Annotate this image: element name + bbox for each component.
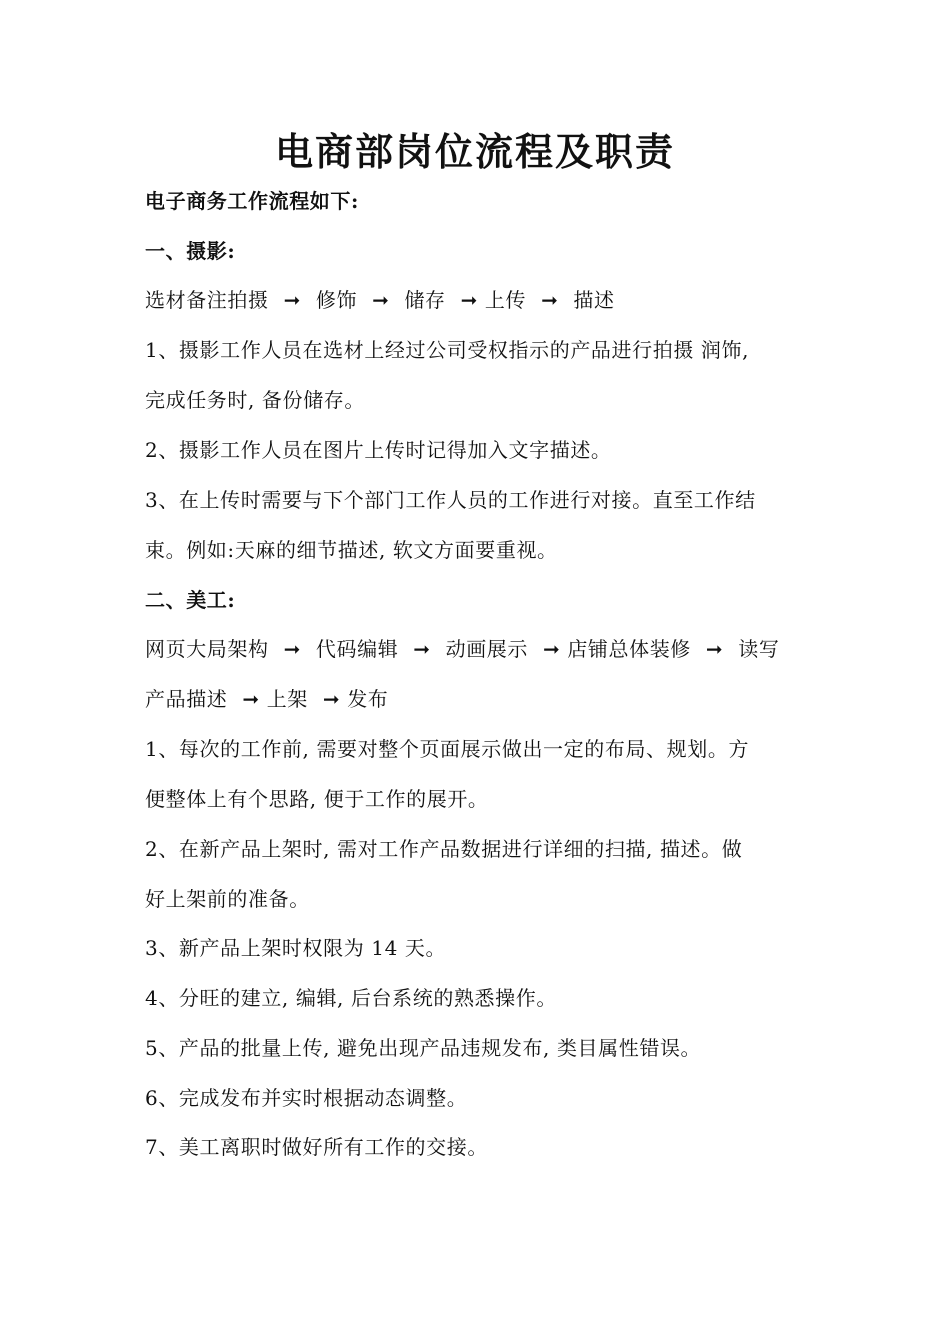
body-line: 1、摄影工作人员在选材上经过公司受权指示的产品进行拍摄 润饰, [145, 338, 750, 362]
flow-step: 储存 [404, 288, 446, 312]
photography-flow [145, 286, 815, 314]
flow-step: 动画展示 [445, 637, 529, 661]
arrow-right-icon: ➞ [372, 288, 390, 312]
flow-step: 上传 [484, 288, 527, 312]
document-title: 电商部岗位流程及职责 [274, 129, 675, 174]
body-line: 完成任务时, 备份储存。 [145, 388, 365, 412]
body-line: 4、分旺的建立, 编辑, 后台系统的熟悉操作。 [145, 986, 557, 1010]
art-design-flow-line-2 [145, 685, 815, 713]
arrow-right-icon: ➞ [541, 288, 559, 312]
arrow-right-icon: ➞ [705, 637, 724, 661]
arrow-right-icon: ➞ [460, 288, 478, 312]
flow-step: 描述 [573, 288, 615, 312]
flow-step: 产品描述 [145, 687, 228, 711]
arrow-right-icon: ➞ [283, 288, 301, 312]
intro-line: 电子商务工作流程如下: [145, 189, 359, 213]
section-heading-art-design: 二、美工: [145, 588, 236, 612]
body-line: 2、在新产品上架时, 需对工作产品数据进行详细的扫描, 描述。做 [145, 837, 743, 861]
arrow-right-icon: ➞ [413, 637, 431, 661]
flow-step: 发布 [347, 687, 389, 711]
section-heading-photography: 一、摄影: [145, 239, 236, 263]
body-line: 1、每次的工作前, 需要对整个页面展示做出一定的布局、规划。方 [145, 737, 750, 761]
body-line: 5、产品的批量上传, 避免出现产品违规发布, 类目属性错误。 [145, 1036, 702, 1060]
flow-step: 上架 [266, 687, 308, 711]
body-line: 束。例如:天麻的细节描述, 软文方面要重视。 [145, 538, 558, 562]
arrow-right-icon: ➞ [542, 637, 561, 661]
flow-step: 店铺总体装修 [567, 637, 691, 661]
flow-step: 网页大局架构 [145, 637, 269, 661]
body-line: 2、摄影工作人员在图片上传时记得加入文字描述。 [145, 438, 612, 462]
arrow-right-icon: ➞ [322, 687, 341, 711]
arrow-right-icon: ➞ [242, 687, 260, 711]
flow-step: 代码编辑 [315, 637, 399, 661]
body-line: 好上架前的准备。 [145, 887, 310, 911]
body-line: 7、美工离职时做好所有工作的交接。 [145, 1135, 488, 1159]
flow-step: 读写 [738, 637, 780, 661]
arrow-right-icon: ➞ [283, 637, 301, 661]
body-line: 6、完成发布并实时根据动态调整。 [145, 1086, 468, 1110]
flow-step: 选材备注拍摄 [145, 288, 269, 312]
body-line: 便整体上有个思路, 便于工作的展开。 [145, 787, 489, 811]
body-line: 3、在上传时需要与下个部门工作人员的工作进行对接。直至工作结 [145, 488, 756, 512]
art-design-flow-line-1 [145, 635, 815, 663]
flow-step: 修饰 [315, 288, 358, 312]
body-line: 3、新产品上架时权限为 14 天。 [145, 936, 447, 960]
